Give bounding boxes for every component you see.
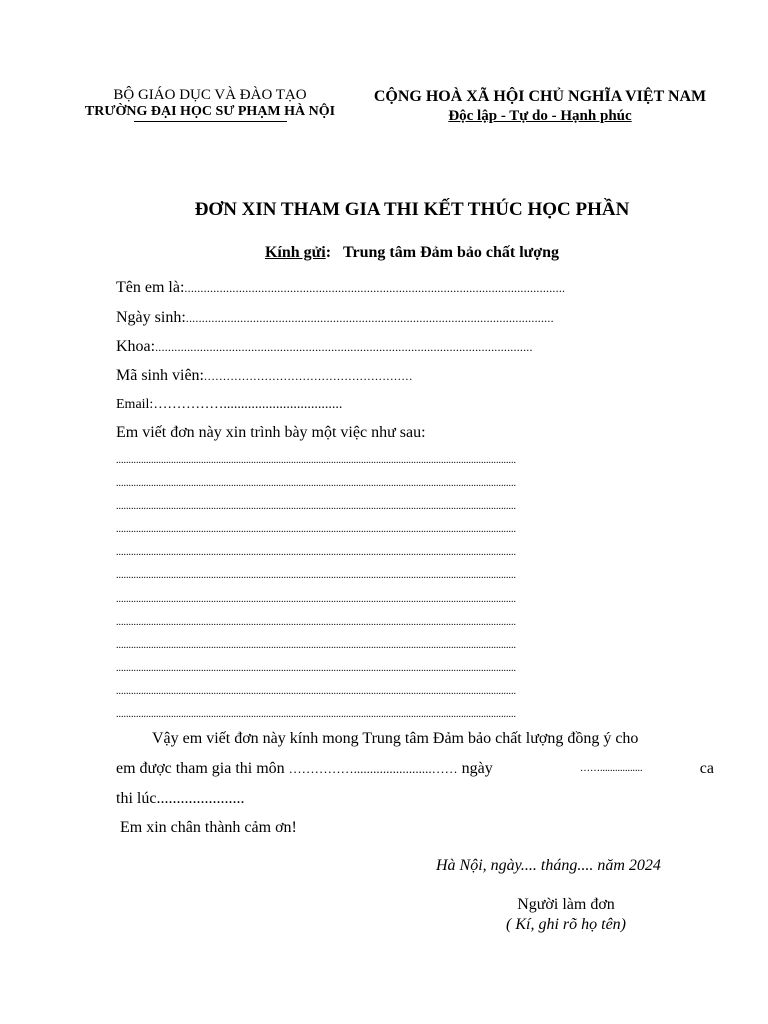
field-student-id-dots: .......................................................	[204, 369, 413, 383]
intro-text: Em viết đơn này xin trình bày một việc như sau:	[116, 424, 426, 441]
field-email-label: Email:	[116, 397, 154, 412]
school-underline	[134, 121, 287, 122]
field-dob-dots: ...................................................................................................................	[185, 311, 554, 325]
blank-line[interactable]: ................................................................................................................................................................	[116, 547, 516, 558]
field-email[interactable]	[116, 397, 342, 413]
blank-line[interactable]: ................................................................................................................................................................	[116, 478, 516, 489]
recipient-label: Kính gửi	[264, 244, 326, 261]
place-date: Hà Nội, ngày.... tháng.... năm 2024	[436, 857, 661, 874]
field-student-id-label: Mã sinh viên:	[116, 367, 204, 384]
body-line-3: thi lúc......................	[116, 790, 245, 807]
blank-line[interactable]: ................................................................................................................................................................	[116, 524, 516, 535]
subject-dots[interactable]: ……………........................……	[288, 761, 458, 776]
national-motto: Độc lập - Tự do - Hạnh phúc	[448, 108, 632, 124]
ministry-name: BỘ GIÁO DỤC VÀ ĐÀO TẠO	[113, 87, 307, 103]
field-email-dots: ……………..................................	[153, 397, 343, 412]
field-faculty-dots: ......................................................................................................................	[155, 340, 533, 354]
thanks-text: Em xin chân thành cảm ơn!	[120, 819, 297, 836]
blank-line[interactable]: ................................................................................................................................................................	[116, 640, 516, 651]
body-line-2-shift: ca	[699, 760, 714, 777]
blank-line[interactable]: ................................................................................................................................................................	[116, 455, 516, 466]
blank-line[interactable]: ................................................................................................................................................................	[116, 594, 516, 605]
field-dob[interactable]	[116, 309, 554, 327]
signature-note: ( Kí, ghi rõ họ tên)	[506, 916, 626, 933]
body-line-2	[116, 760, 714, 778]
field-faculty[interactable]	[116, 338, 533, 356]
signer-role: Người làm đơn	[517, 896, 615, 913]
body-line-2-text: em được tham gia thi môn	[116, 760, 285, 777]
blank-line[interactable]: ................................................................................................................................................................	[116, 686, 516, 697]
country-name: CỘNG HOÀ XÃ HỘI CHỦ NGHĨA VIỆT NAM	[373, 88, 707, 105]
recipient-line	[0, 244, 768, 262]
blank-line[interactable]: ................................................................................................................................................................	[116, 617, 516, 628]
field-dob-label: Ngày sinh:	[116, 309, 186, 326]
field-name-label: Tên em là:	[116, 279, 185, 296]
blank-line[interactable]: ................................................................................................................................................................	[116, 709, 516, 720]
field-faculty-label: Khoa:	[116, 338, 156, 355]
body-line-1: Vậy em viết đơn này kính mong Trung tâm Đảm bảo chất lượng đồng ý cho	[152, 730, 639, 747]
school-name: TRƯỜNG ĐẠI HỌC SƯ PHẠM HÀ NỘI	[84, 104, 336, 119]
body-line-2-day: ngày	[461, 760, 493, 777]
document-title: ĐƠN XIN THAM GIA THI KẾT THÚC HỌC PHẦN	[194, 199, 630, 220]
field-name-dots: .......................................................................................................................	[184, 281, 566, 295]
recipient-name: Trung tâm Đảm bảo chất lượng	[343, 244, 559, 261]
recipient-colon: :	[325, 244, 332, 261]
field-student-id[interactable]	[116, 367, 413, 385]
blank-line[interactable]: ................................................................................................................................................................	[116, 570, 516, 581]
blank-line[interactable]: ................................................................................................................................................................	[116, 663, 516, 674]
blank-line[interactable]: ................................................................................................................................................................	[116, 501, 516, 512]
day-dots[interactable]: …….................	[580, 763, 643, 774]
field-name[interactable]	[116, 279, 565, 297]
